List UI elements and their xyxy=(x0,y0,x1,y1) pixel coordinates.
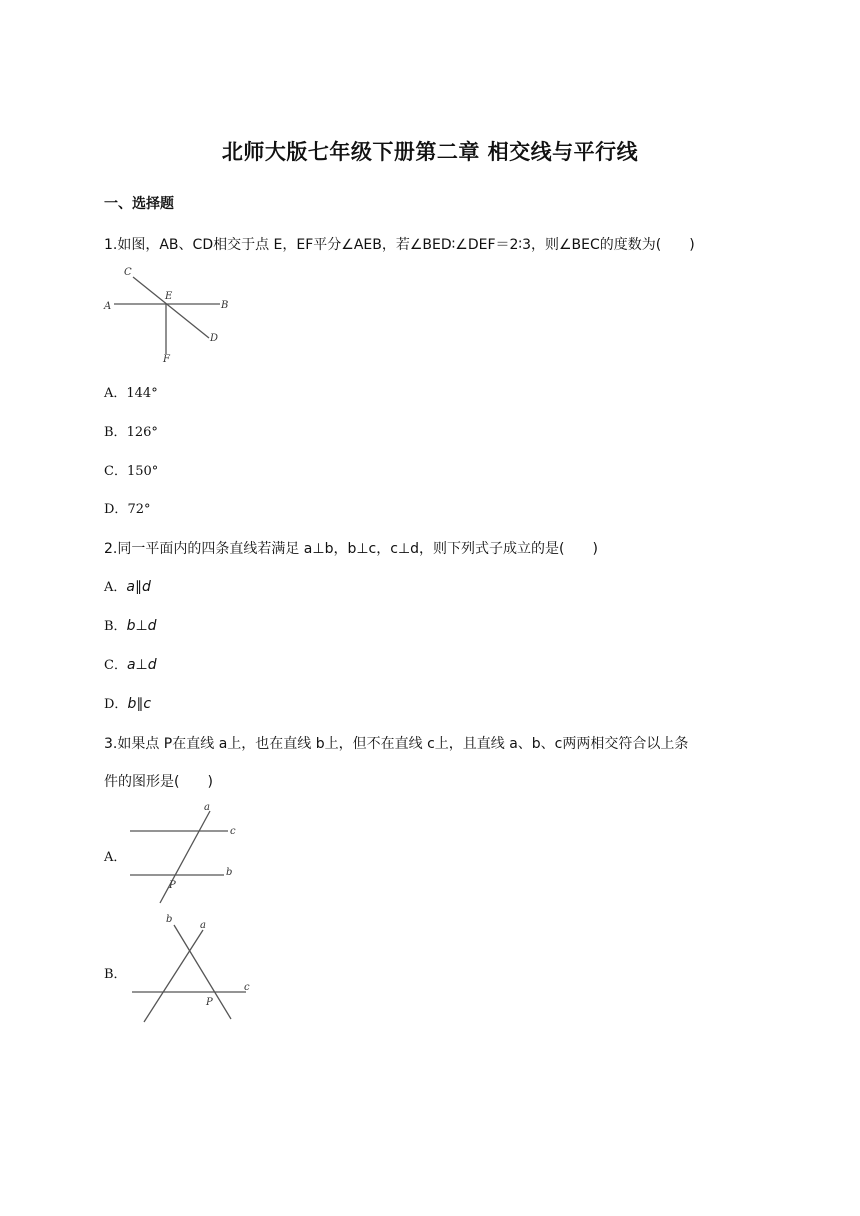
label-b: B xyxy=(221,300,229,311)
line-b xyxy=(174,925,231,1019)
q3-option-a[interactable]: A． xyxy=(104,850,127,865)
question-1-figure xyxy=(100,262,230,364)
section-heading: 一、选择题 xyxy=(104,196,174,212)
line-a xyxy=(144,930,203,1022)
q2-option-d[interactable]: D．b∥c xyxy=(104,696,152,712)
label-b: b xyxy=(226,867,233,878)
label-c: c xyxy=(244,982,250,993)
label-p: P xyxy=(206,997,213,1008)
q2-option-b[interactable]: B．b⊥d xyxy=(104,618,157,634)
question-1-stem: 1.如图，AB、CD相交于点 E，EF平分∠AEB，若∠BED∶∠DEF＝2∶3，则∠BEC的度数为( ) xyxy=(104,237,695,253)
label-p: P xyxy=(169,880,176,891)
q3-option-b-figure xyxy=(128,912,258,1024)
label-f: F xyxy=(163,354,170,365)
label-a: a xyxy=(200,920,206,931)
label-a: A xyxy=(104,301,112,312)
question-3-stem-line-2: 件的图形是( ) xyxy=(104,774,213,790)
label-c: C xyxy=(124,267,132,278)
q3-option-b[interactable]: B． xyxy=(104,967,127,982)
q2-option-c[interactable]: C．a⊥d xyxy=(104,657,157,673)
q1-option-b[interactable]: B．126° xyxy=(104,425,158,440)
label-e: E xyxy=(165,291,173,302)
question-3-stem-line-1: 3.如果点 P在直线 a上，也在直线 b上，但不在直线 c上，且直线 a、b、c两两相交符合以上条 xyxy=(104,736,689,752)
label-d: D xyxy=(210,333,219,344)
line-a xyxy=(160,811,210,903)
q1-option-c[interactable]: C．150° xyxy=(104,464,159,479)
question-2-stem: 2.同一平面内的四条直线若满足 a⊥b，b⊥c，c⊥d，则下列式子成立的是( ) xyxy=(104,541,598,557)
q1-option-d[interactable]: D．72° xyxy=(104,502,151,517)
q2-option-a[interactable]: A．a∥d xyxy=(104,579,151,595)
label-b: b xyxy=(166,914,173,925)
q3-option-a-figure xyxy=(126,800,246,910)
q1-option-a[interactable]: A．144° xyxy=(104,386,158,401)
document-title: 北师大版七年级下册第二章 相交线与平行线 xyxy=(221,140,639,164)
line-cd xyxy=(133,277,209,338)
label-a: a xyxy=(204,802,210,813)
label-c: c xyxy=(230,826,236,837)
